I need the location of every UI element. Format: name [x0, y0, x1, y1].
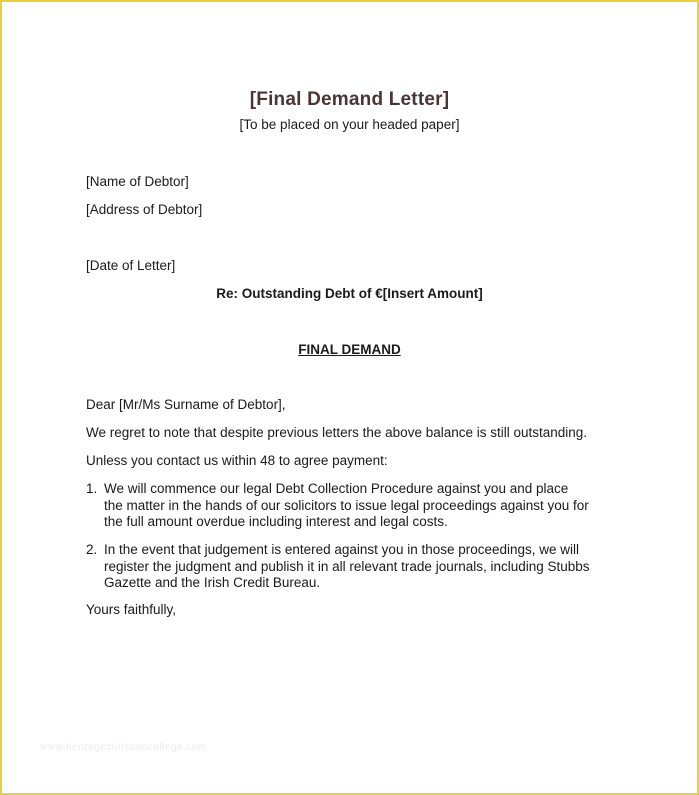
paragraph-unless: Unless you contact us within 48 to agree payment: — [86, 453, 388, 468]
list-item-line: We will commence our legal Debt Collection Procedure against you and place — [104, 481, 569, 496]
list-item-number: 2. — [86, 542, 98, 557]
list-item-line: the matter in the hands of our solicitors to issue legal proceedings against you for — [104, 497, 589, 513]
letter-title: [Final Demand Letter] — [249, 89, 450, 110]
list-item-number: 1. — [86, 481, 98, 496]
list-item-line: Gazette and the Irish Credit Bureau. — [104, 575, 321, 590]
list-item-line: In the event that judgement is entered against you in those proceedings, we will — [104, 542, 580, 557]
list-item — [86, 542, 613, 592]
closing: Yours faithfully, — [86, 602, 177, 617]
letter-date: [Date of Letter] — [86, 258, 176, 273]
debtor-address: [Address of Debtor] — [86, 202, 203, 217]
list-item-text — [104, 481, 613, 531]
list-item-line: register the judgment and publish it in all relevant trade journals, including Stubbs — [104, 558, 590, 574]
salutation: Dear [Mr/Ms Surname of Debtor], — [86, 397, 286, 412]
final-demand-heading: FINAL DEMAND — [298, 342, 401, 357]
paragraph-regret: We regret to note that despite previous letters the above balance is still outstanding. — [86, 425, 588, 440]
debtor-name: [Name of Debtor] — [86, 174, 189, 189]
list-item-text — [104, 542, 613, 592]
re-line: Re: Outstanding Debt of €[Insert Amount] — [216, 286, 483, 301]
list-item-line: the full amount overdue including interest and legal costs. — [104, 514, 448, 529]
list-item — [86, 481, 613, 531]
watermark: www.heritagechristiancollege.com — [40, 742, 207, 753]
letter-subtitle: [To be placed on your headed paper] — [239, 117, 460, 132]
